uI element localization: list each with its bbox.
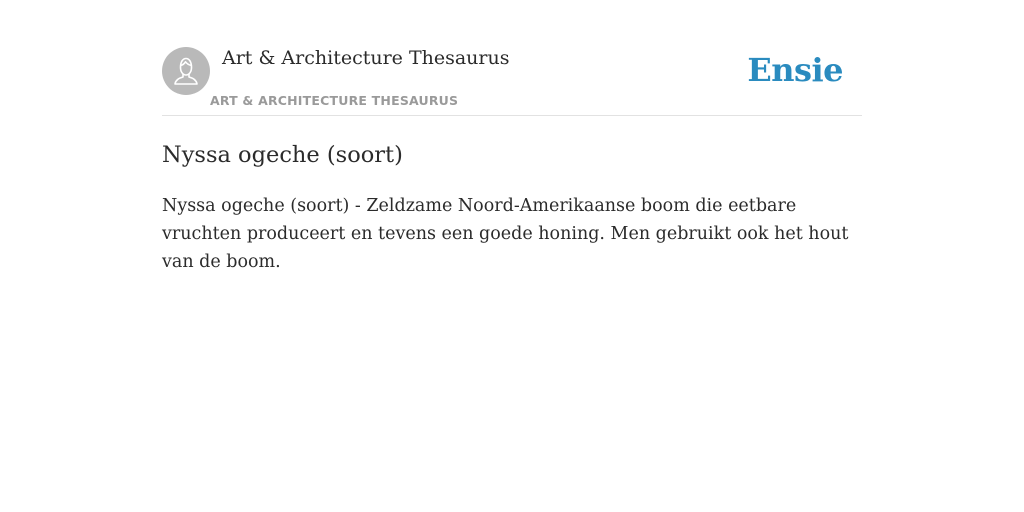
avatar[interactable] — [162, 47, 210, 95]
ensie-logo[interactable]: Ensie — [747, 51, 843, 89]
user-silhouette-icon — [162, 47, 210, 95]
entry-header — [162, 0, 862, 116]
term-title: Nyssa ogeche (soort) — [162, 142, 403, 168]
entry-card — [162, 0, 862, 272]
term-definition: Nyssa ogeche (soort) - Zeldzame Noord-Amerikaanse boom die eetbare vruchten produceert en tevens een goede honing. Men gebruikt ook het hout van de boom. — [162, 196, 849, 272]
author-name-link[interactable]: Art & Architecture Thesaurus — [222, 47, 510, 69]
source-label: ART & ARCHITECTURE THESAURUS — [210, 93, 459, 108]
